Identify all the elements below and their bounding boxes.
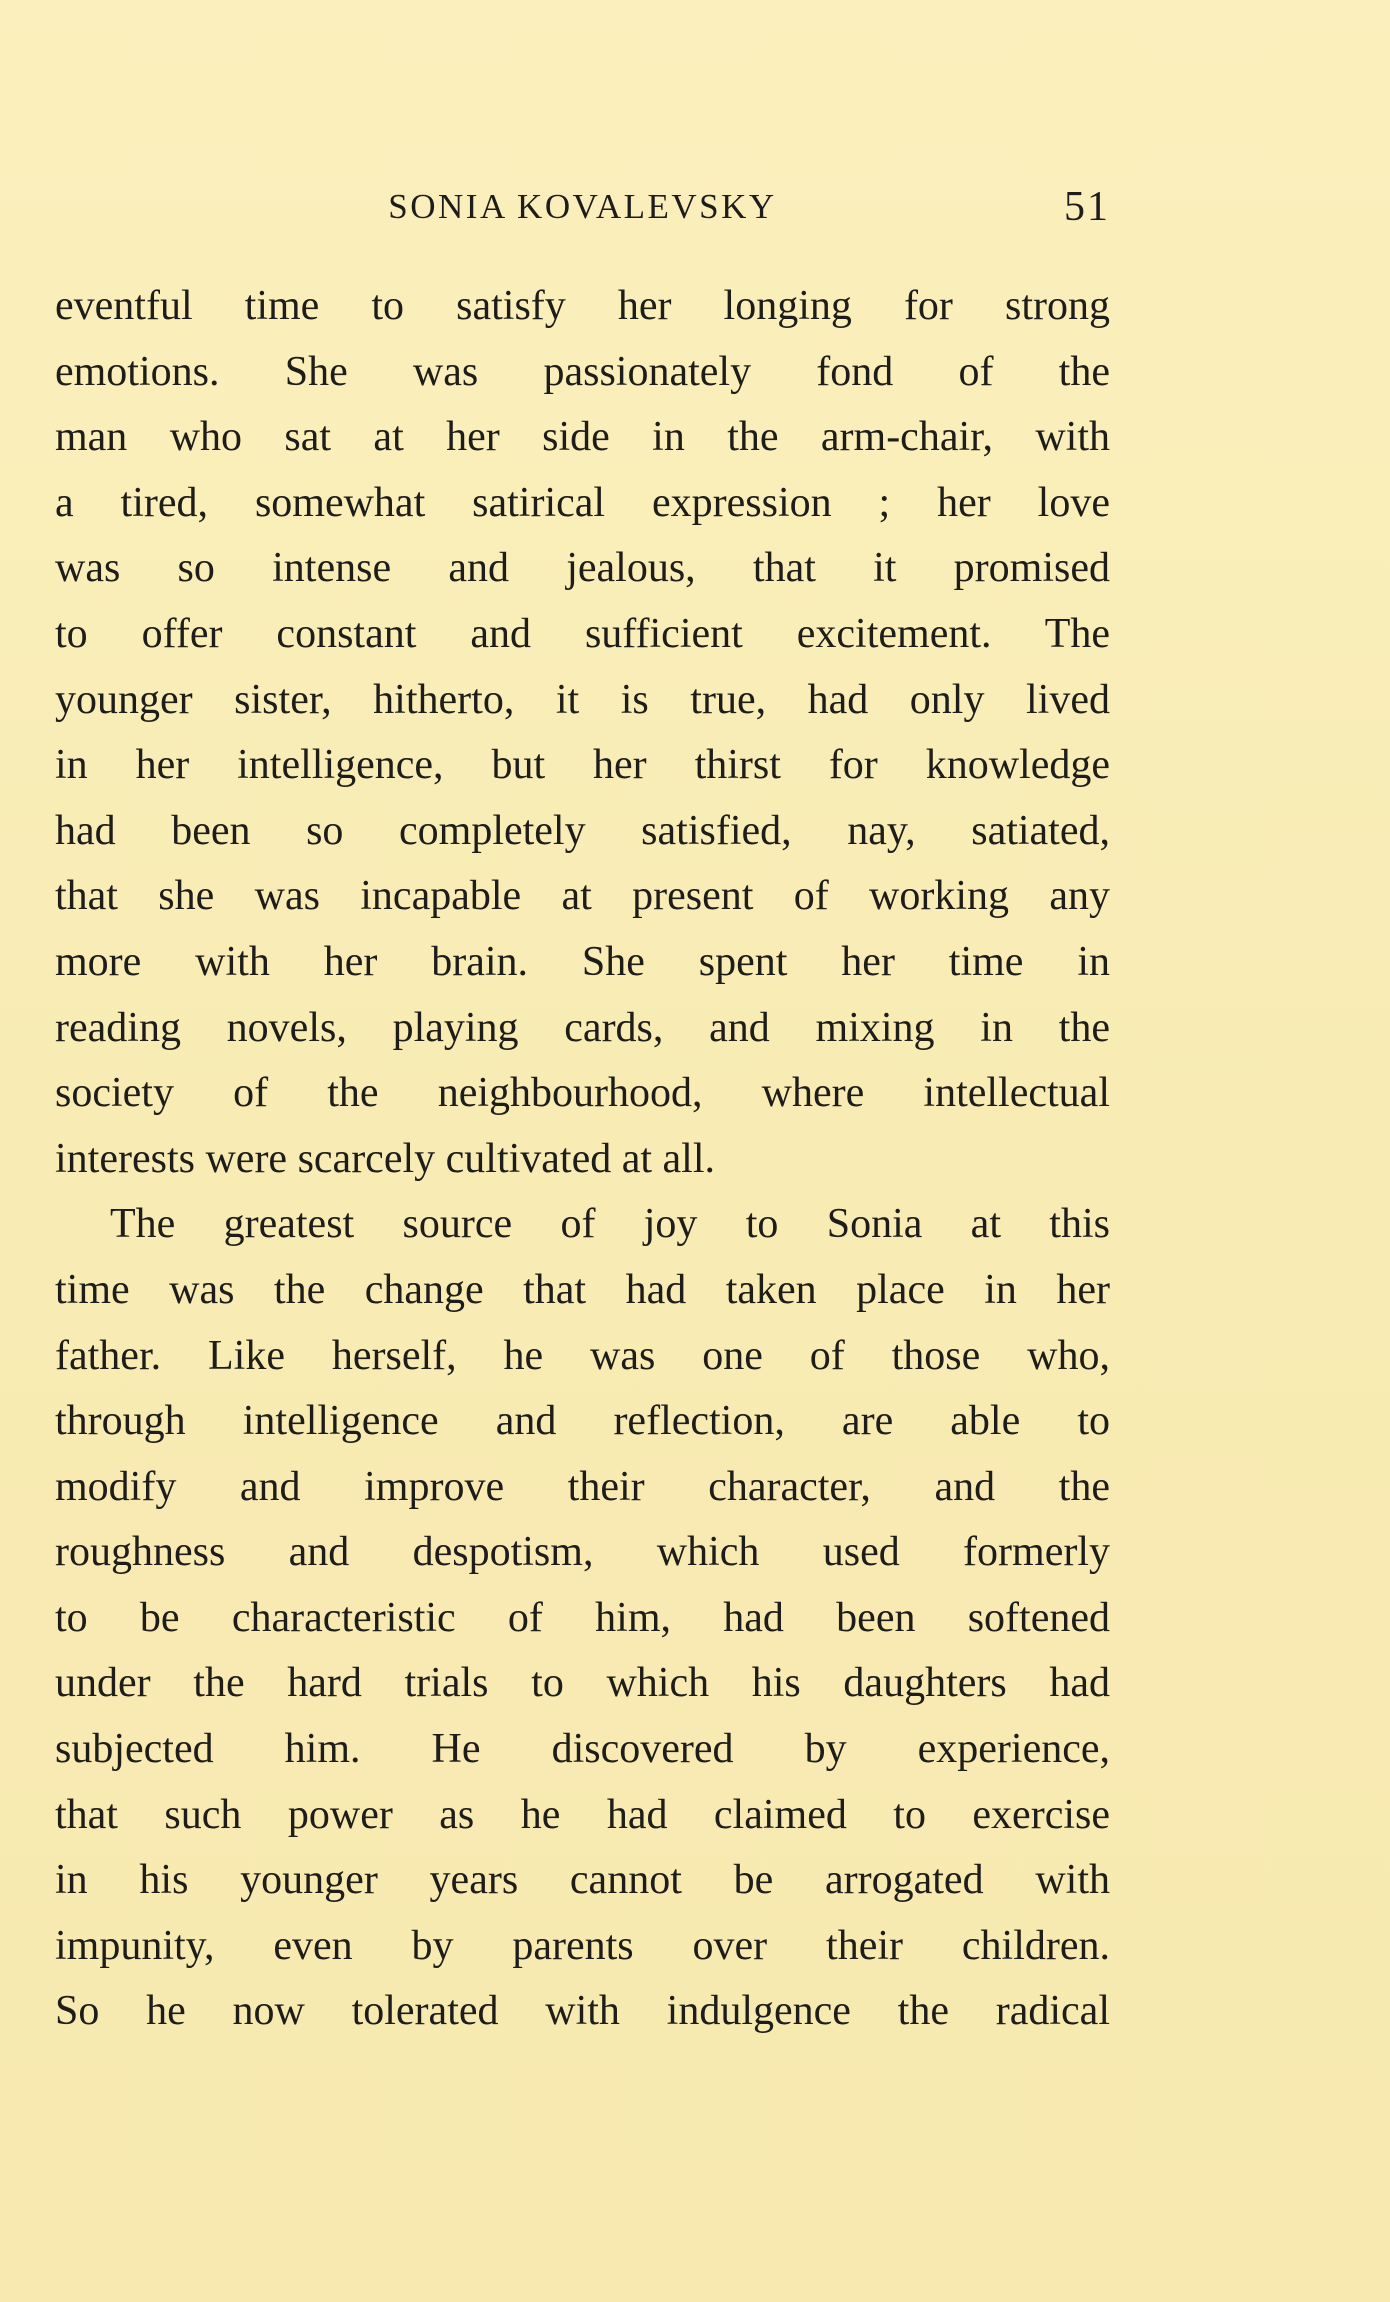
- text-line: in her intelligence, but her thirst for knowledge: [55, 742, 1110, 789]
- text-line: time was the change that had taken place in her: [55, 1266, 1110, 1313]
- text-line: reading novels, playing cards, and mixing in the: [55, 1004, 1110, 1051]
- text-line: father. Like herself, he was one of those who,: [55, 1332, 1110, 1379]
- text-line: modify and improve their character, and the: [55, 1463, 1110, 1510]
- text-line: roughness and despotism, which used formerly: [55, 1529, 1110, 1576]
- body-text: [55, 274, 1110, 2045]
- text-line: under the hard trials to which his daughters had: [55, 1660, 1110, 1707]
- text-line: The greatest source of joy to Sonia at this: [110, 1201, 1110, 1248]
- text-line: man who sat at her side in the arm-chair, with: [55, 414, 1110, 461]
- text-line: had been so completely satisfied, nay, satiated,: [55, 807, 1110, 854]
- text-line: that she was incapable at present of working any: [55, 873, 1110, 920]
- text-line: emotions. She was passionately fond of the: [55, 348, 1110, 395]
- running-head: SONIA KOVALEVSKY: [388, 187, 777, 226]
- text-line: society of the neighbourhood, where intellectual: [55, 1070, 1110, 1117]
- page-header: [55, 180, 1110, 234]
- text-line: a tired, somewhat satirical expression ; her love: [55, 479, 1110, 526]
- text-line: interests were scarcely cultivated at all.: [55, 1135, 716, 1182]
- page-number: 51: [1064, 184, 1110, 230]
- text-line: more with her brain. She spent her time in: [55, 938, 1110, 985]
- text-line: impunity, even by parents over their children.: [55, 1922, 1110, 1969]
- text-line: in his younger years cannot be arrogated with: [55, 1857, 1110, 1904]
- text-line: to offer constant and sufficient excitement. The: [55, 610, 1110, 657]
- text-line: younger sister, hitherto, it is true, had only lived: [55, 676, 1110, 723]
- text-line: So he now tolerated with indulgence the radical: [55, 1988, 1110, 2035]
- text-line: subjected him. He discovered by experience,: [55, 1726, 1110, 1773]
- text-line: was so intense and jealous, that it promised: [55, 545, 1110, 592]
- text-line: eventful time to satisfy her longing for strong: [55, 283, 1110, 329]
- text-line: through intelligence and reflection, are able to: [55, 1398, 1110, 1445]
- text-line: that such power as he had claimed to exercise: [55, 1791, 1110, 1838]
- text-line: to be characteristic of him, had been softened: [55, 1594, 1110, 1641]
